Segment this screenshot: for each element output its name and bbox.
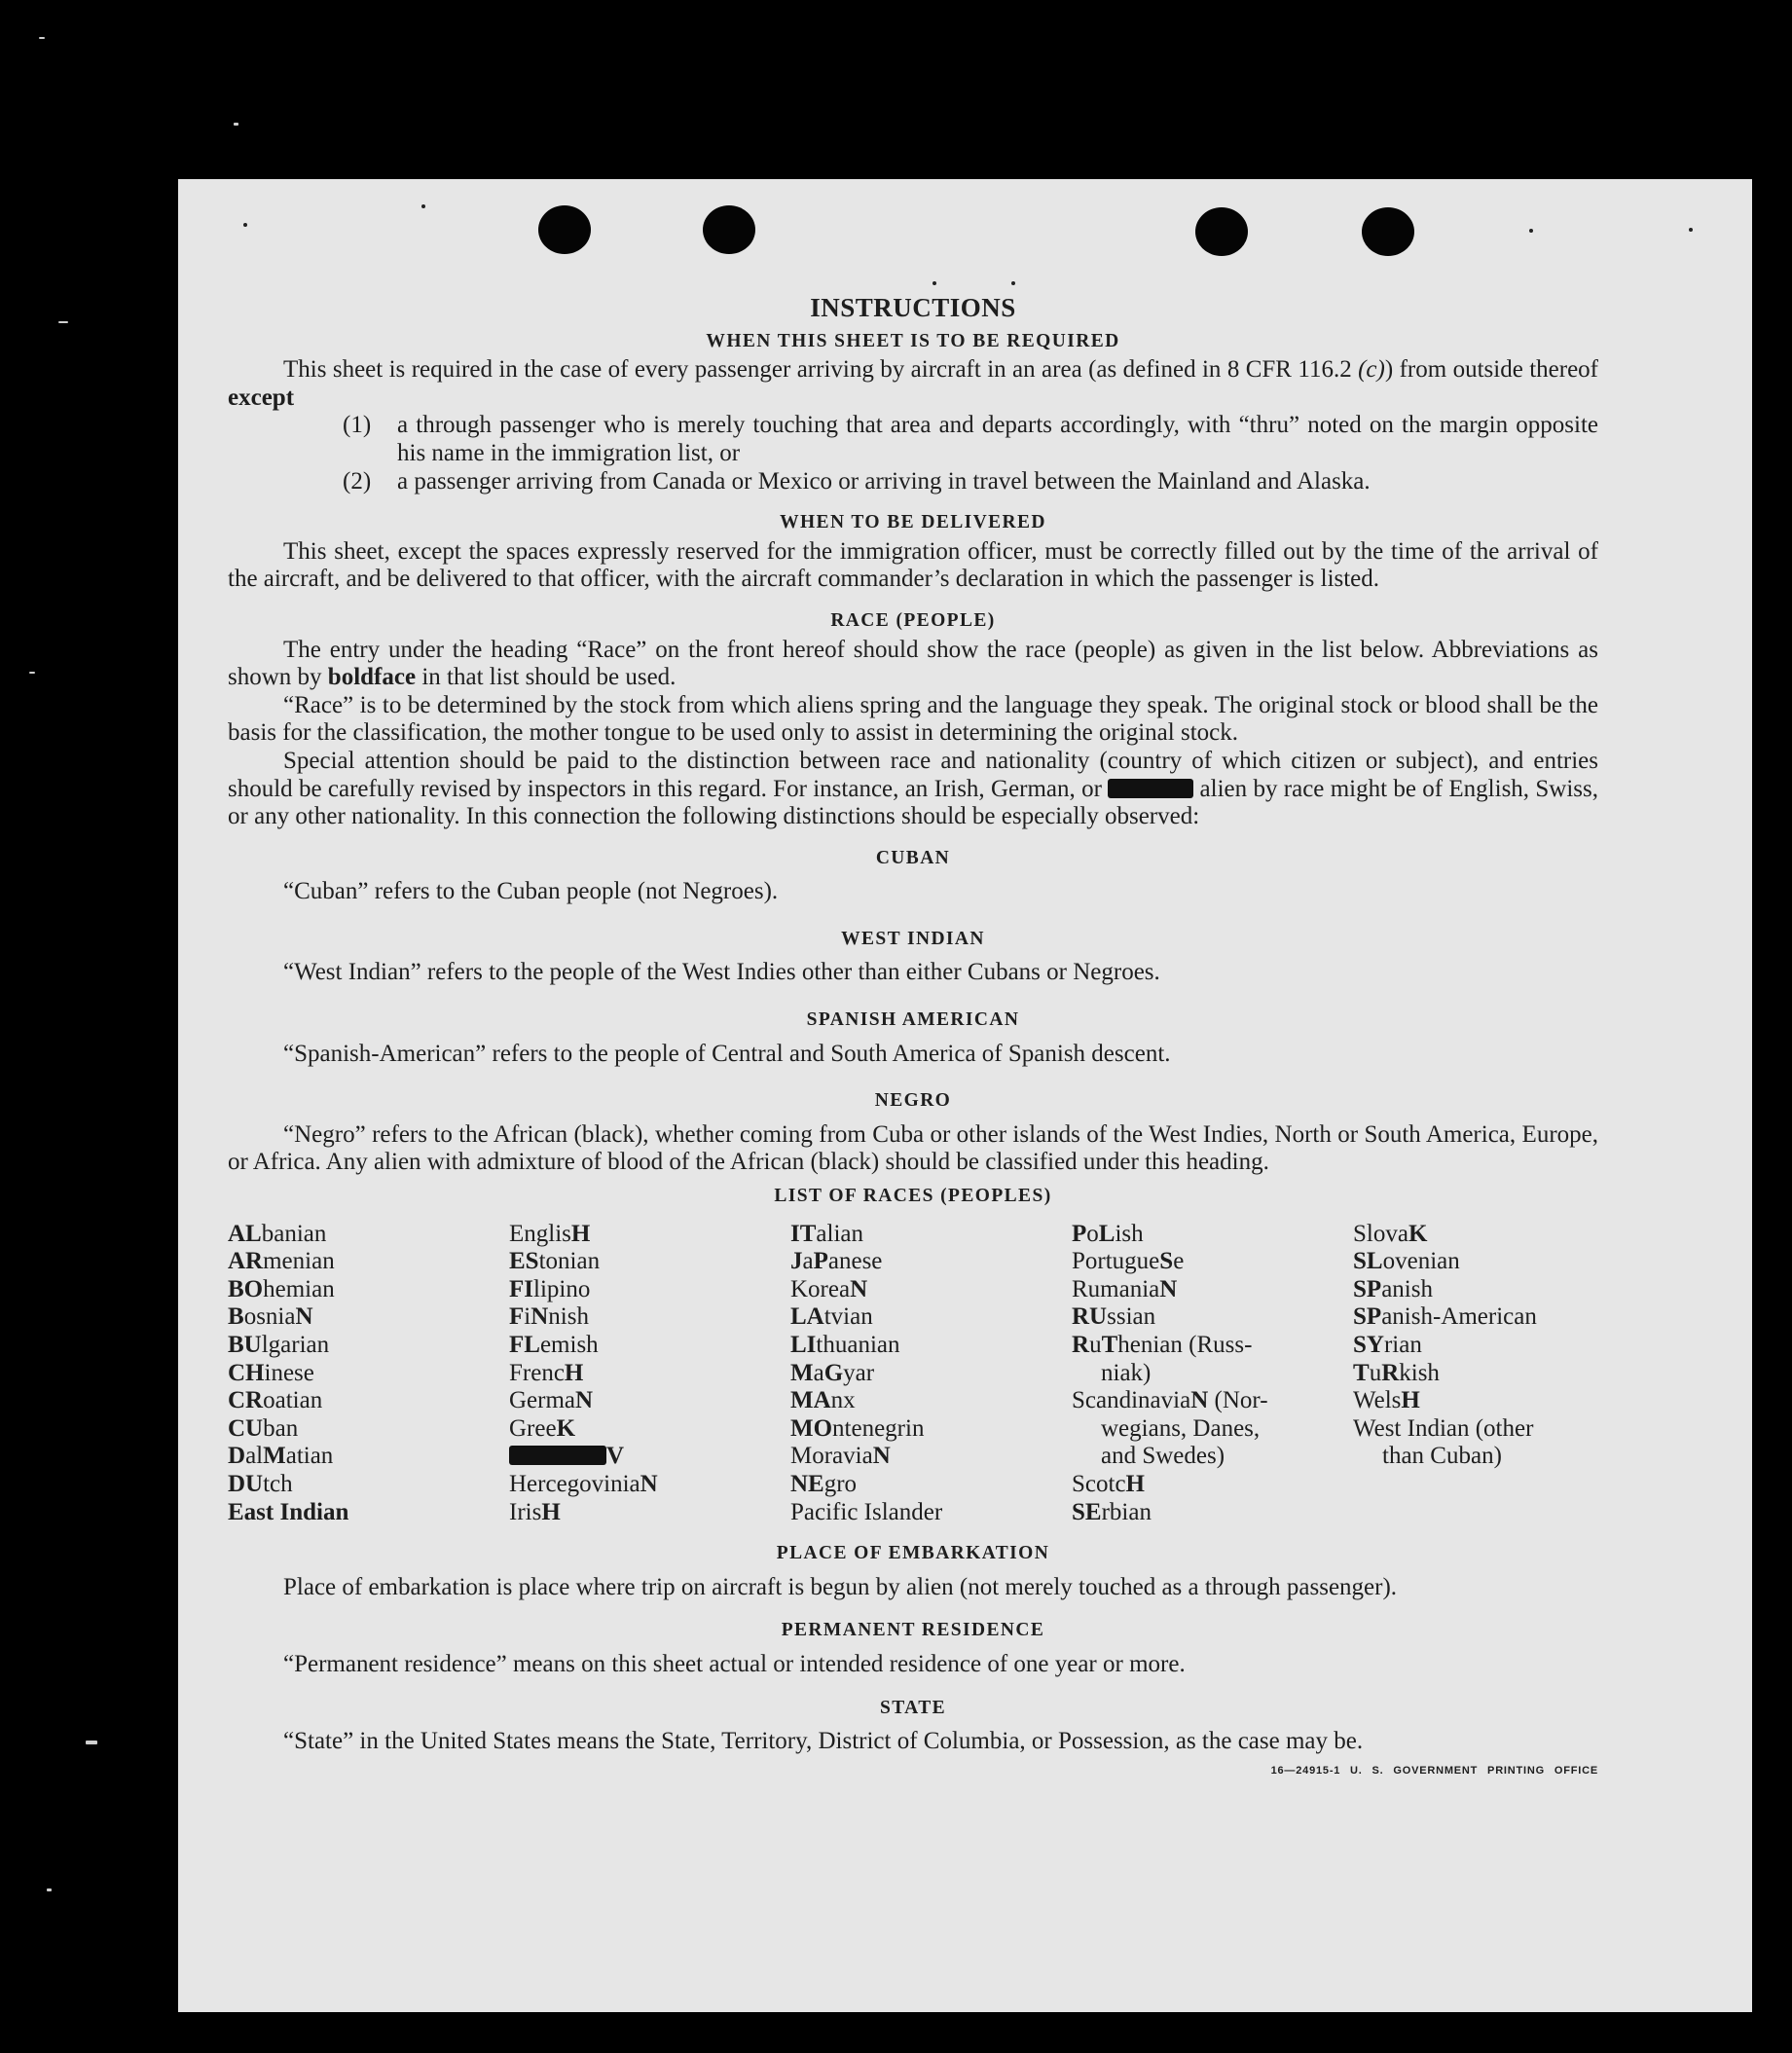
race-abbrev: BU <box>228 1332 262 1358</box>
race-entry <box>1353 1332 1596 1360</box>
punch-hole <box>703 205 755 254</box>
intro-text-a: This sheet is required in the case of every passenger arriving by aircraft in an area (as defined in 8 CFR 116.2 <box>283 356 1359 384</box>
race-text: menian <box>263 1248 335 1275</box>
race-abbrev: G <box>823 1359 844 1386</box>
race-entry <box>1353 1303 1596 1332</box>
race-text: Scotc <box>1072 1470 1126 1497</box>
section-heading-place-of-embarkation: PLACE OF EMBARKATION <box>776 1543 1050 1564</box>
scan-speck <box>47 1888 52 1891</box>
race-abbrev: H <box>1125 1470 1145 1497</box>
scan-speck <box>29 672 35 674</box>
race-p3-text-a: Special attention should be paid to the distinction between race and nationality (country of which citizen or subject), and entries should be carefully revised by inspectors in this regard. For instance, an Irish, German, or <box>228 747 1598 802</box>
race-entry <box>228 1443 509 1471</box>
race-entry <box>1353 1221 1596 1249</box>
state-block <box>228 1728 1598 1778</box>
race-abbrev: M <box>263 1443 286 1470</box>
race-list <box>228 1221 1598 1527</box>
race-entry <box>1072 1276 1353 1304</box>
paper-speck <box>1011 281 1015 285</box>
race-abbrev: T <box>1353 1359 1370 1386</box>
race-entry <box>790 1387 1072 1415</box>
race-text: atian <box>285 1443 334 1470</box>
scan-speck <box>39 37 45 39</box>
race-text: thuanian <box>816 1332 900 1358</box>
race-entry <box>1353 1387 1596 1415</box>
race-text: niak) <box>1101 1359 1152 1386</box>
race-text: anese <box>827 1248 883 1275</box>
race-abbrev: CR <box>228 1387 264 1414</box>
race-entry <box>1353 1276 1596 1304</box>
race-paragraph-3 <box>228 748 1598 831</box>
race-text: rbian <box>1101 1498 1152 1525</box>
race-abbrev: J <box>790 1248 803 1275</box>
race-entry <box>1072 1499 1353 1527</box>
place-of-embarkation-text: Place of embarkation is place where trip on aircraft is begun by alien (not merely touched as a through passenger). <box>283 1573 1398 1600</box>
race-text: anish-American <box>1381 1303 1537 1331</box>
race-entry <box>509 1443 790 1471</box>
race-text: ssian <box>1107 1303 1156 1331</box>
race-abbrev: SL <box>1353 1248 1383 1275</box>
cuban-text: “Cuban” refers to the Cuban people (not Negroes). <box>283 878 779 905</box>
race-abbrev: H <box>564 1359 584 1386</box>
race-abbrev: N <box>1190 1387 1209 1414</box>
document-body <box>228 293 1598 1778</box>
punch-hole <box>1195 207 1248 256</box>
permanent-residence-text: “Permanent residence” means on this sheet actual or intended residence of one year or more. <box>283 1650 1186 1677</box>
race-entry <box>228 1303 509 1332</box>
page-title: INSTRUCTIONS <box>810 293 1016 322</box>
race-entry <box>790 1332 1072 1360</box>
race-entry <box>790 1499 1072 1527</box>
race-text: lgarian <box>261 1332 330 1358</box>
race-entry <box>1072 1332 1353 1360</box>
race-entry <box>228 1221 509 1249</box>
race-entry <box>1072 1221 1353 1249</box>
race-text: alian <box>816 1220 863 1247</box>
race-entry <box>228 1332 509 1360</box>
race-abbrev: D <box>228 1443 246 1470</box>
section-heading-list-of-races: LIST OF RACES (PEOPLES) <box>774 1186 1052 1207</box>
section-heading-when-required: WHEN THIS SHEET IS TO BE REQUIRED <box>706 330 1120 351</box>
scan-speck <box>234 123 238 126</box>
scan-speck <box>58 321 68 323</box>
race-entry <box>790 1360 1072 1388</box>
scan-speck <box>86 1741 97 1744</box>
race-entry <box>509 1471 790 1499</box>
race-text: than Cuban) <box>1382 1443 1502 1470</box>
race-abbrev: N <box>640 1470 658 1497</box>
race-text: nish <box>548 1303 589 1331</box>
redaction-mark <box>1108 779 1193 798</box>
race-abbrev: IT <box>790 1220 817 1247</box>
west-indian-text: “West Indian” refers to the people of the West Indies other than either Cubans or Negroes. <box>283 959 1160 986</box>
race-entry <box>228 1360 509 1388</box>
race-entry <box>1353 1415 1596 1444</box>
race-entry <box>1353 1443 1596 1471</box>
race-column <box>509 1221 790 1527</box>
race-entry <box>790 1471 1072 1499</box>
race-abbrev: H <box>570 1220 591 1247</box>
race-entry <box>228 1415 509 1444</box>
race-text: ban <box>263 1414 299 1442</box>
race-abbrev: East Indian <box>228 1498 349 1525</box>
race-entry <box>1353 1248 1596 1276</box>
race-entry <box>1072 1471 1353 1499</box>
intro-text-b: ) from outside thereof <box>1384 356 1598 384</box>
race-abbrev: N <box>1159 1275 1178 1302</box>
race-abbrev: ES <box>509 1248 539 1275</box>
race-text: anish <box>1381 1275 1433 1302</box>
when-required-intro <box>228 356 1598 412</box>
race-paragraph-1 <box>228 637 1598 692</box>
punch-hole <box>538 205 591 254</box>
race-text: i <box>524 1303 531 1331</box>
race-abbrev: SY <box>1353 1332 1384 1358</box>
race-text: Pacific Islander <box>790 1498 943 1525</box>
race-abbrev: N <box>295 1303 313 1331</box>
race-abbrev: B <box>228 1303 244 1331</box>
race-entry <box>228 1248 509 1276</box>
race-text: Moravia <box>790 1443 873 1470</box>
race-entry <box>228 1387 509 1415</box>
negro-text: “Negro” refers to the African (black), whether coming from Cuba or other islands of the West Indies, North or South America, Europe, or Africa. Any alien with admixture of blood of the African (black) should be classified under this heading. <box>228 1120 1598 1176</box>
race-text: kish <box>1399 1359 1440 1386</box>
race-paragraph-2: “Race” is to be determined by the stock from which aliens spring and the language they speak. The original stock or blood shall be the basis for the classification, the mother tongue to be used only to assist in determining the original stock. <box>228 691 1598 747</box>
race-abbrev: P <box>813 1248 828 1275</box>
race-entry <box>509 1248 790 1276</box>
race-abbrev: H <box>1401 1387 1420 1414</box>
paper-speck <box>933 281 936 285</box>
race-entry <box>509 1332 790 1360</box>
section-heading-state: STATE <box>879 1697 947 1718</box>
race-entry <box>509 1360 790 1388</box>
race-text: Slova <box>1353 1220 1408 1247</box>
race-text: u <box>1369 1359 1382 1386</box>
paper-speck <box>421 204 425 208</box>
state-text: “State” in the United States means the State, Territory, District of Columbia, or Possession, as the case may be. <box>283 1728 1364 1755</box>
race-text: Frenc <box>509 1359 565 1386</box>
race-entry <box>1072 1387 1353 1415</box>
race-abbrev: LI <box>790 1332 817 1358</box>
section-heading-race: RACE (PEOPLE) <box>830 609 996 631</box>
race-text: tvian <box>823 1303 873 1331</box>
race-p1-bold: boldface <box>327 664 417 691</box>
race-entry <box>790 1276 1072 1304</box>
race-column <box>790 1221 1072 1527</box>
section-heading-permanent-residence: PERMANENT RESIDENCE <box>781 1620 1045 1641</box>
race-abbrev: R <box>1072 1332 1090 1358</box>
race-entry <box>790 1415 1072 1444</box>
race-entry <box>1072 1443 1353 1471</box>
race-text: oatian <box>263 1387 323 1414</box>
exception-text: a through passenger who is merely touching that area and departs accordingly, with “thru” noted on the margin opposite his name in the immigration list, or <box>397 412 1598 466</box>
paper-speck <box>243 223 247 227</box>
race-text: Portugue <box>1072 1248 1160 1275</box>
paper-speck <box>1529 229 1533 233</box>
race-abbrev: DU <box>228 1470 264 1497</box>
race-text: tch <box>263 1470 293 1497</box>
race-text: ish <box>1115 1220 1144 1247</box>
race-column <box>1072 1221 1353 1527</box>
race-abbrev: S <box>1159 1248 1174 1275</box>
race-text: inese <box>264 1359 314 1386</box>
punch-hole <box>1362 207 1414 256</box>
race-entry <box>790 1221 1072 1249</box>
race-p3-text-b: alien by race might be of English, Swiss, or any other nationality. In this connection the following distinctions should be especially observed: <box>228 775 1598 830</box>
race-text: hemian <box>263 1275 335 1302</box>
race-entry <box>509 1276 790 1304</box>
race-text: yar <box>843 1359 875 1386</box>
race-entry <box>1072 1303 1353 1332</box>
race-abbrev: MA <box>790 1387 831 1414</box>
race-entry <box>228 1276 509 1304</box>
race-abbrev: H <box>541 1498 561 1525</box>
race-entry <box>509 1415 790 1444</box>
race-entry <box>1072 1360 1353 1388</box>
race-abbrev: R <box>1381 1359 1400 1386</box>
race-column <box>1353 1221 1596 1527</box>
race-abbrev: RU <box>1072 1303 1108 1331</box>
race-abbrev: T <box>1101 1332 1118 1358</box>
race-entry <box>509 1387 790 1415</box>
race-text: a <box>813 1359 824 1386</box>
race-entry <box>790 1303 1072 1332</box>
race-entry <box>228 1499 509 1527</box>
race-abbrev: AR <box>228 1248 264 1275</box>
race-text: o <box>1086 1220 1099 1247</box>
when-delivered-text: This sheet, except the spaces expressly reserved for the immigration officer, must be correctly filled out by the time of the arrival of the aircraft, and be delivered to that officer, with the aircraft commander’s declaration in which the passenger is listed. <box>228 537 1598 593</box>
race-text: West Indian (other <box>1353 1414 1534 1442</box>
race-column <box>228 1221 509 1527</box>
race-abbrev: CU <box>228 1414 264 1442</box>
intro-except: except <box>228 384 295 411</box>
exception-text: a passenger arriving from Canada or Mexico or arriving in travel between the Mainland and Alaska. <box>397 467 1371 495</box>
race-abbrev: AL <box>228 1220 262 1247</box>
race-entry <box>1072 1415 1353 1444</box>
race-text: Wels <box>1353 1387 1402 1414</box>
race-abbrev: FI <box>509 1275 533 1302</box>
race-entry <box>790 1248 1072 1276</box>
race-abbrev: L <box>1098 1220 1115 1247</box>
race-abbrev: K <box>556 1414 576 1442</box>
race-text: ntenegrin <box>832 1414 925 1442</box>
race-text: emish <box>539 1332 599 1358</box>
race-text: and Swedes) <box>1101 1443 1225 1470</box>
paper-speck <box>1689 228 1693 232</box>
spanish-american-text: “Spanish-American” refers to the people of Central and South America of Spanish descent. <box>283 1040 1171 1067</box>
race-abbrev: MO <box>790 1414 833 1442</box>
exception-number: (1) <box>343 412 372 439</box>
race-entry <box>509 1303 790 1332</box>
race-text: a <box>802 1248 814 1275</box>
race-abbrev: F <box>509 1303 525 1331</box>
race-entry <box>509 1221 790 1249</box>
race-text: Scandinavia <box>1072 1387 1191 1414</box>
race-text: Iris <box>509 1498 542 1525</box>
race-text: Englis <box>509 1220 571 1247</box>
race-text: Korea <box>790 1275 851 1302</box>
section-heading-cuban: CUBAN <box>875 847 951 868</box>
race-text: Hercegovinia <box>509 1470 640 1497</box>
race-text: Gree <box>509 1414 557 1442</box>
race-entry <box>1353 1360 1596 1388</box>
race-text: rian <box>1383 1332 1422 1358</box>
race-text: wegians, Danes, <box>1101 1414 1261 1442</box>
race-p1-text-b: in that list should be used. <box>416 664 677 691</box>
race-text: u <box>1089 1332 1102 1358</box>
document-page <box>178 179 1752 2012</box>
race-text: Germa <box>509 1387 576 1414</box>
race-abbrev: N <box>530 1303 549 1331</box>
race-abbrev: SP <box>1353 1275 1382 1302</box>
race-entry <box>790 1443 1072 1471</box>
race-text: osnia <box>243 1303 296 1331</box>
race-text: e <box>1173 1248 1185 1275</box>
race-p1-text-a: The entry under the heading “Race” on the front hereof should show the race (people) as given in the list below. Abbreviations as shown by <box>228 636 1598 691</box>
race-entry <box>228 1471 509 1499</box>
race-text: nx <box>830 1387 856 1414</box>
race-text: banian <box>261 1220 327 1247</box>
race-text: (Nor- <box>1208 1387 1268 1414</box>
section-heading-negro: NEGRO <box>874 1090 952 1112</box>
race-abbrev: NE <box>790 1470 824 1497</box>
race-text: al <box>245 1443 264 1470</box>
race-abbrev: N <box>872 1443 891 1470</box>
race-abbrev: N <box>575 1387 594 1414</box>
race-entry <box>1072 1248 1353 1276</box>
section-heading-west-indian: WEST INDIAN <box>841 928 985 949</box>
race-text: lipino <box>533 1275 591 1302</box>
printing-office-code: 16—24915-1 U. S. GOVERNMENT PRINTING OFFICE <box>1270 1765 1598 1778</box>
race-abbrev: V <box>606 1443 625 1470</box>
race-abbrev: BO <box>228 1275 264 1302</box>
race-abbrev: SE <box>1072 1498 1102 1525</box>
race-abbrev: SP <box>1353 1303 1382 1331</box>
section-heading-spanish-american: SPANISH AMERICAN <box>806 1009 1020 1031</box>
race-abbrev: K <box>1408 1220 1428 1247</box>
race-entry <box>509 1499 790 1527</box>
race-text: Rumania <box>1072 1275 1160 1302</box>
race-abbrev: N <box>850 1275 868 1302</box>
race-text: gro <box>823 1470 858 1497</box>
race-abbrev: FL <box>509 1332 540 1358</box>
race-abbrev: CH <box>228 1359 265 1386</box>
intro-citation: (c) <box>1358 356 1385 384</box>
exception-item <box>343 468 1598 496</box>
race-text: henian (Russ- <box>1117 1332 1253 1358</box>
race-text: tonian <box>538 1248 601 1275</box>
race-abbrev: P <box>1072 1220 1087 1247</box>
race-text: ovenian <box>1382 1248 1460 1275</box>
redaction-mark <box>509 1446 606 1465</box>
section-heading-when-delivered: WHEN TO BE DELIVERED <box>780 512 1046 533</box>
race-abbrev: M <box>790 1359 814 1386</box>
exception-number: (2) <box>343 467 372 495</box>
exception-item <box>343 412 1598 467</box>
race-abbrev: LA <box>790 1303 824 1331</box>
